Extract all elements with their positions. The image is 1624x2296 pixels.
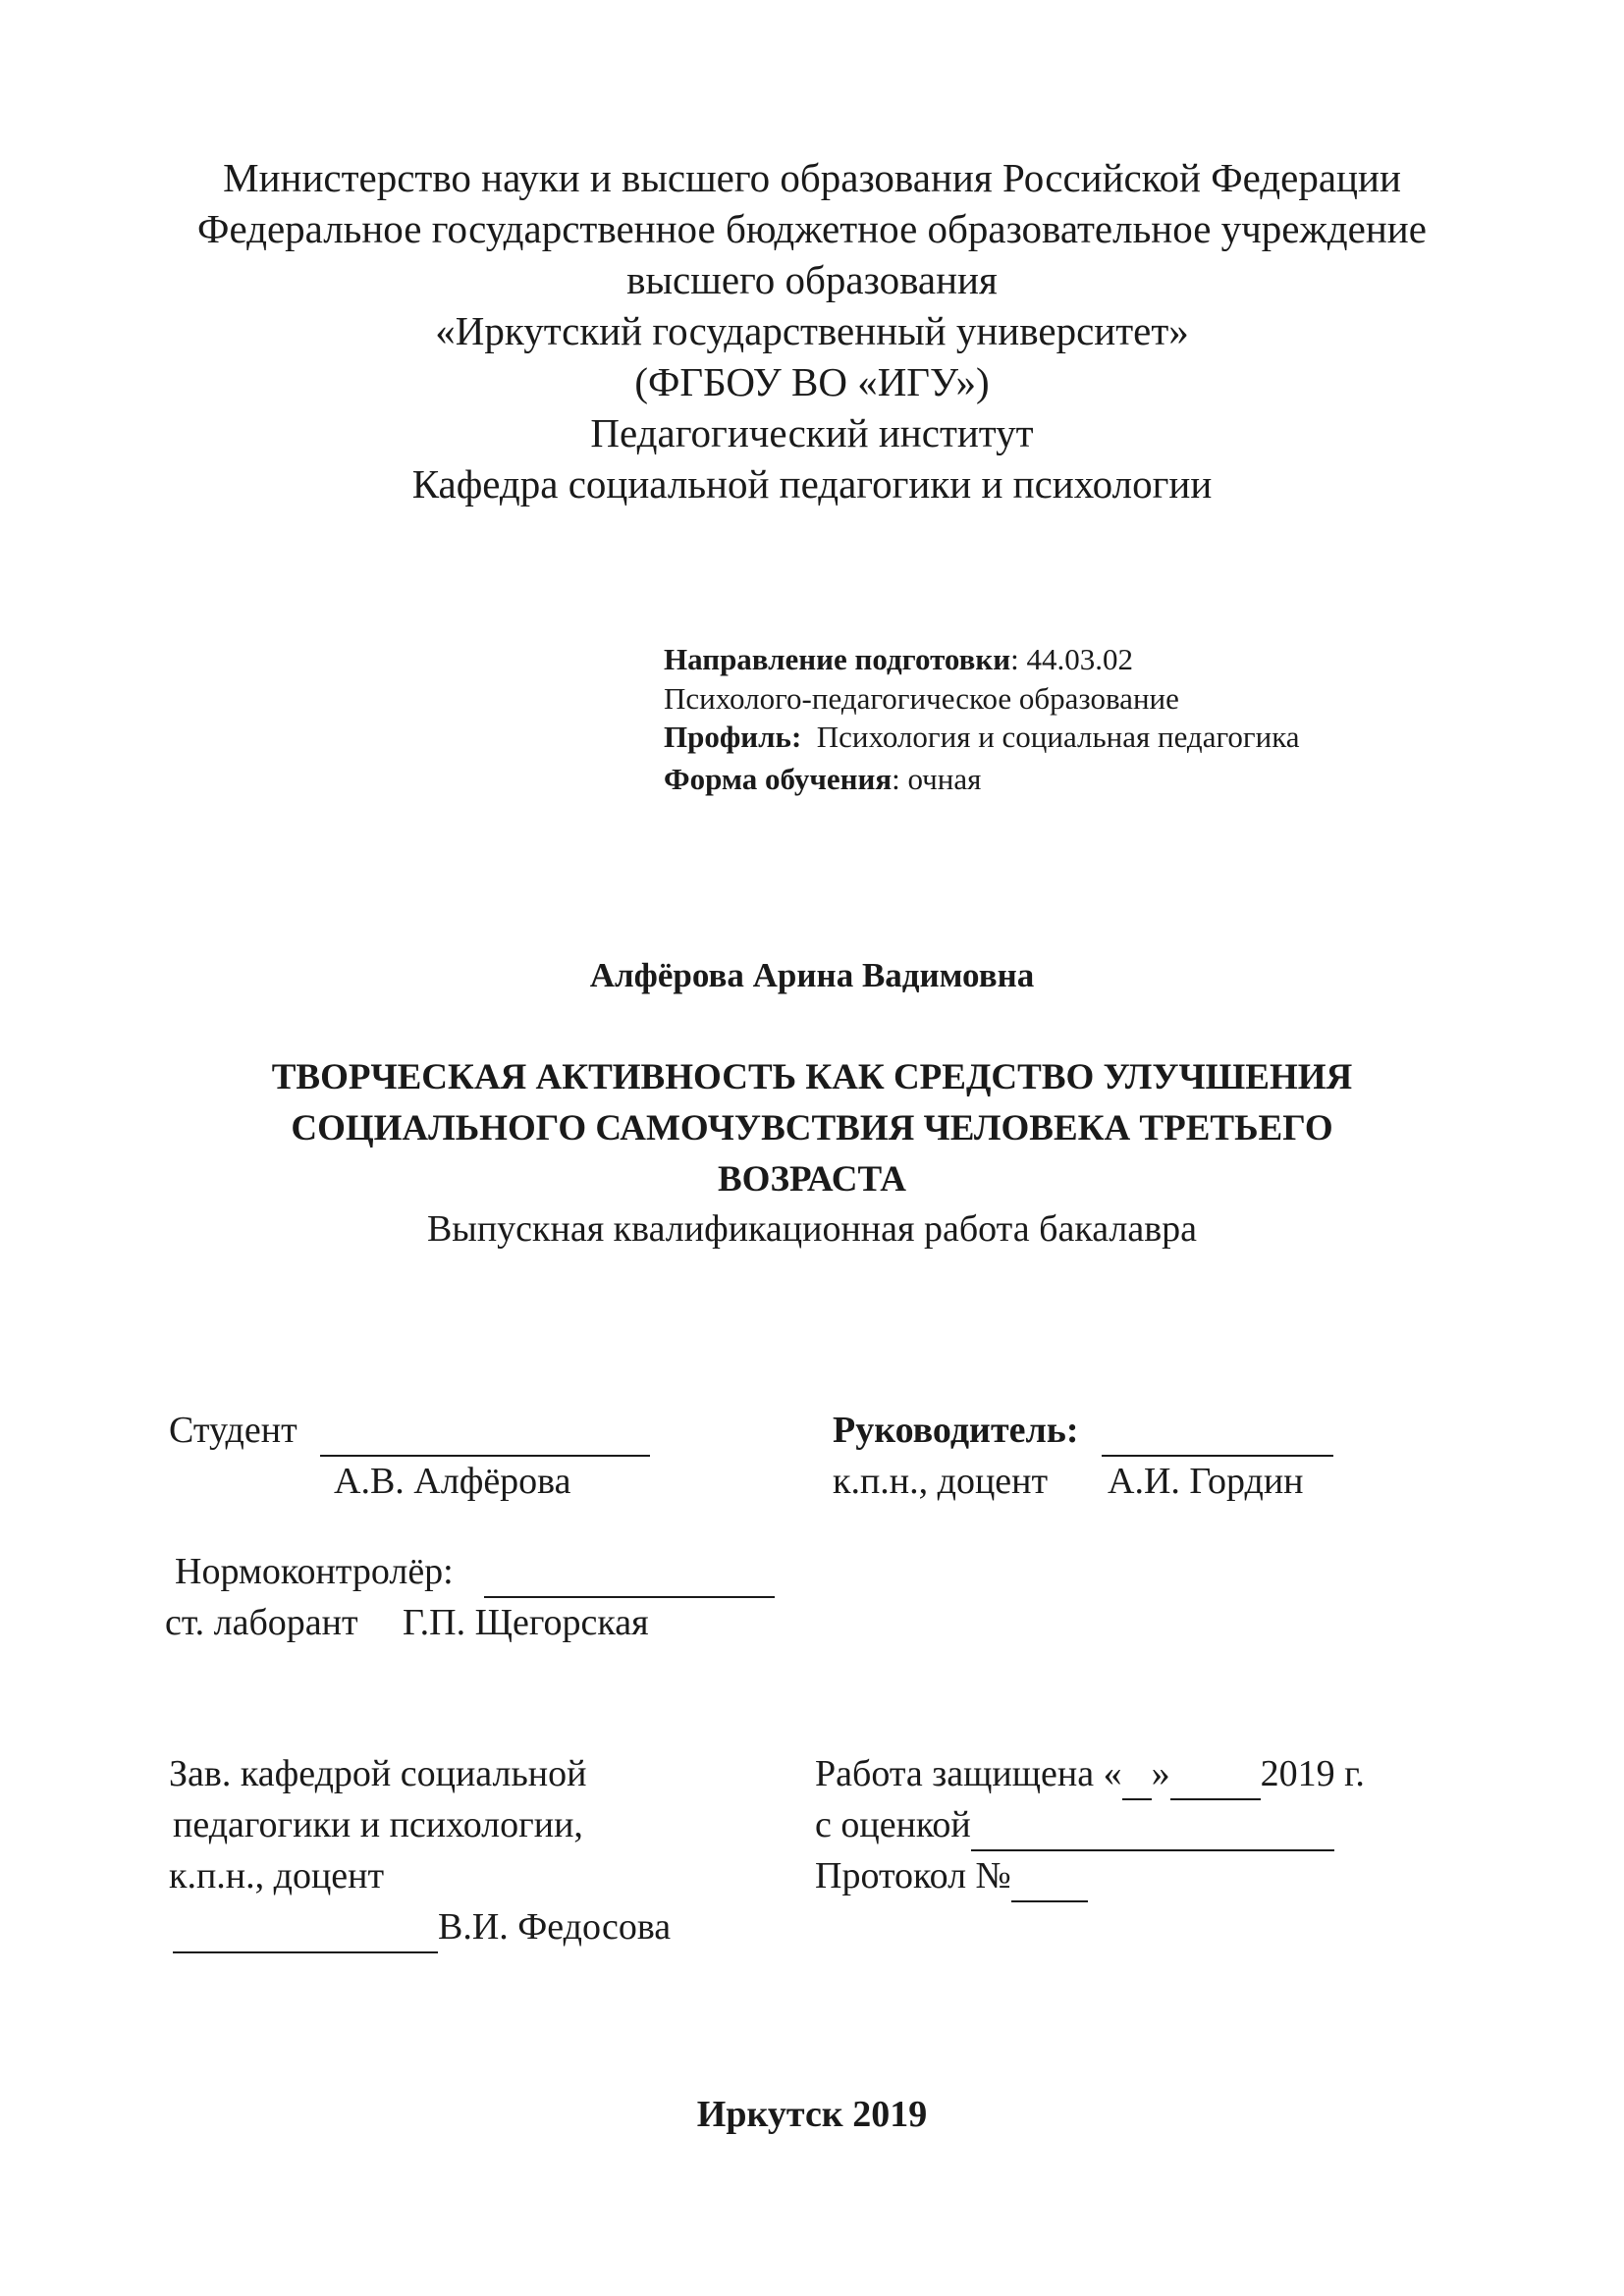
normcontrol-signature-blank xyxy=(484,1547,775,1598)
header-line-department: Кафедра социальной педагогики и психологии xyxy=(411,461,1213,507)
grade-line xyxy=(815,1800,1334,1851)
grade-blank xyxy=(971,1800,1334,1851)
header-line-institution-type: Федеральное государственное бюджетное образовательное учреждение xyxy=(197,206,1427,251)
title-line-2: СОЦИАЛЬНОГО САМОЧУВСТВИЯ ЧЕЛОВЕКА ТРЕТЬЕГО xyxy=(291,1108,1333,1148)
supervisor-signature-blank xyxy=(1102,1406,1333,1457)
supervisor-name: А.И. Гордин xyxy=(1108,1461,1304,1502)
form-value: : очная xyxy=(892,762,982,796)
header-line-university: «Иркутский государственный университет» xyxy=(435,308,1189,353)
defended-line xyxy=(815,1749,1365,1800)
normcontrol-position: ст. лаборант xyxy=(165,1602,358,1643)
normcontrol-label: Нормоконтролёр: xyxy=(175,1551,454,1592)
student-signature-blank xyxy=(320,1406,650,1457)
form-line xyxy=(664,760,981,799)
direction-name: Психолого-педагогическое образование xyxy=(664,681,1179,716)
student-line xyxy=(169,1406,650,1457)
defended-mid: » xyxy=(1151,1753,1170,1794)
student-label: Студент xyxy=(169,1410,298,1451)
direction-line xyxy=(664,640,1133,679)
supervisor-position: к.п.н., доцент xyxy=(833,1461,1049,1502)
profile-label: Профиль: xyxy=(664,720,802,754)
head-name: В.И. Федосова xyxy=(438,1906,672,1948)
protocol-line xyxy=(815,1851,1088,1902)
normcontrol-line xyxy=(175,1547,775,1598)
defended-suffix: 2019 г. xyxy=(1260,1753,1365,1794)
header-line-ministry: Министерство науки и высшего образования Российской Федерации xyxy=(223,155,1401,200)
defended-prefix: Работа защищена « xyxy=(815,1753,1122,1794)
work-type: Выпускная квалификационная работа бакалавра xyxy=(426,1208,1198,1250)
supervisor-label: Руководитель: xyxy=(833,1410,1079,1451)
grade-label: с оценкой xyxy=(815,1804,971,1845)
title-line-1: ТВОРЧЕСКАЯ АКТИВНОСТЬ КАК СРЕДСТВО УЛУЧШЕНИЯ xyxy=(271,1057,1353,1097)
defended-month-blank xyxy=(1170,1749,1261,1800)
head-signature-line xyxy=(173,1902,671,1953)
head-line-1: Зав. кафедрой социальной xyxy=(169,1753,587,1794)
direction-value: : 44.03.02 xyxy=(1010,642,1133,676)
head-line-3: к.п.н., доцент xyxy=(169,1855,385,1896)
supervisor-line xyxy=(833,1406,1333,1457)
protocol-label: Протокол № xyxy=(815,1855,1011,1896)
city-year: Иркутск 2019 xyxy=(696,2094,928,2135)
header-line-abbreviation: (ФГБОУ ВО «ИГУ») xyxy=(634,359,990,404)
protocol-number-blank xyxy=(1011,1851,1088,1902)
head-signature-blank xyxy=(173,1902,438,1953)
author-name: Алфёрова Арина Вадимовна xyxy=(589,956,1035,994)
title-line-3: ВОЗРАСТА xyxy=(717,1159,906,1200)
header-line-institute: Педагогический институт xyxy=(590,410,1034,455)
profile-value: Психология и социальная педагогика xyxy=(816,720,1300,754)
profile-line xyxy=(664,718,1300,757)
defended-day-blank xyxy=(1122,1749,1152,1800)
student-name: А.В. Алфёрова xyxy=(334,1461,571,1502)
normcontrol-name: Г.П. Щегорская xyxy=(403,1602,649,1643)
direction-label: Направление подготовки xyxy=(664,642,1011,676)
form-label: Форма обучения xyxy=(664,762,893,796)
header-line-education-level: высшего образования xyxy=(626,257,998,302)
head-line-2: педагогики и психологии, xyxy=(173,1804,583,1845)
